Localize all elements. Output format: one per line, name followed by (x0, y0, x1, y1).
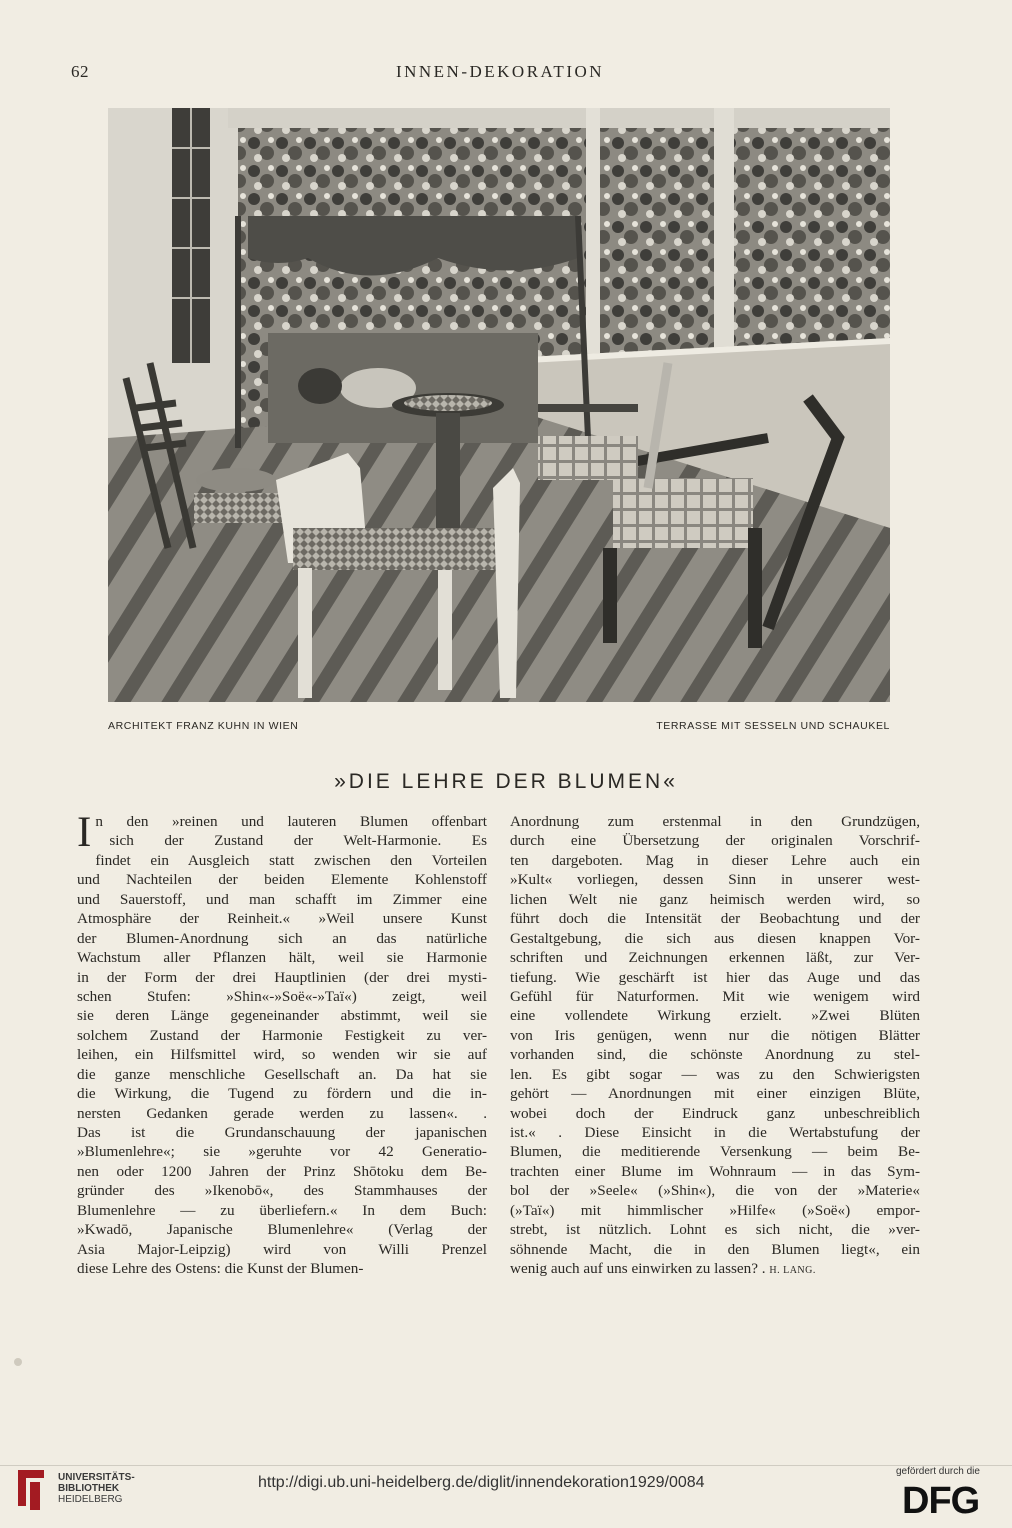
library-name-line: HEIDELBERG (58, 1494, 123, 1505)
text-line (510, 1201, 920, 1220)
text-line-content: eine vollendete Wirkung erzielt. »Zwei Blüten (510, 1007, 920, 1025)
text-line-content: vorhanden sind, die schönste Anordnung zu stel- (510, 1046, 920, 1064)
text-line-content: Wachstum aller Pflanzen hält, weil sie Harmonie (77, 949, 487, 967)
text-line-content: durch eine Übersetzung der originalen Vorschrif- (510, 832, 920, 850)
text-line (510, 1162, 920, 1181)
caption-subject: TERRASSE MIT SESSELN UND SCHAUKEL (656, 720, 890, 732)
text-line (510, 890, 920, 909)
text-line (77, 1201, 487, 1220)
text-line (510, 1142, 920, 1161)
text-line-content: führt doch die Intensität der Beobachtung und der (510, 910, 920, 928)
text-column-right (510, 812, 920, 1279)
text-line-content: Anordnung zum erstenmal in den Grundzügen, (510, 813, 920, 830)
page-number: 62 (71, 62, 89, 81)
text-line-content: gehört — Anordnungen mit einer einzigen Blüte, (510, 1085, 920, 1103)
text-line-content: findet ein Ausgleich statt zwischen den Vorteilen (95, 851, 487, 869)
text-line-content: trachten einer Blume im Wohnraum — in das Sym- (510, 1162, 920, 1180)
text-line-content: Blumenlehre — zu überliefern.« In dem Buch: (77, 1201, 487, 1219)
text-line-content: die ganze menschliche Gesellschaft an. Da hat sie (77, 1065, 487, 1083)
text-line-content: »Kult« vorliegen, dessen Sinn in unserer west- (510, 871, 920, 889)
footer-divider (0, 1465, 1012, 1466)
text-line-content: und Sauerstoff, und man schafft im Zimmer eine (77, 890, 487, 908)
text-line-content: schriften und Zeichnungen erkennen läßt, zur Ver- (510, 949, 920, 967)
text-line-content: die Wirkung, die Tugend zu fördern und die in- (77, 1085, 487, 1103)
text-line (77, 1045, 487, 1064)
text-line (510, 968, 920, 987)
text-line-content: Gestaltgebung, die sich aus diesen knappen Vor- (510, 929, 920, 947)
text-line (510, 987, 920, 1006)
text-line (77, 1142, 487, 1161)
text-line (510, 1123, 920, 1142)
text-line-content: Atmosphäre der Reinheit.« »Weil unsere Kunst (77, 910, 487, 928)
drop-cap: I (77, 809, 92, 856)
text-line (77, 948, 487, 967)
caption-architect: ARCHITEKT FRANZ KUHN IN WIEN (108, 720, 299, 732)
text-line (77, 1259, 487, 1278)
text-line-content: len. Es gibt sogar — was zu den Schwierigsten (510, 1065, 920, 1083)
text-line-content: gründer des »Ikenobō«, des Stammhauses der (77, 1182, 487, 1200)
text-line (510, 1104, 920, 1123)
text-line-content: »Kwadō, Japanische Blumenlehre« (Verlag der (77, 1221, 487, 1239)
text-line-content: nersten Gedanken gerade werden zu lassen«. . (77, 1104, 487, 1122)
text-line-content: solchem Zustand der Harmonie Festigkeit zu ver- (77, 1026, 487, 1044)
text-line-content: diese Lehre des Ostens: die Kunst der Blumen- (77, 1260, 364, 1278)
text-line (77, 968, 487, 987)
text-line-content: und Nachteilen der beiden Elemente Kohlenstoff (77, 871, 487, 889)
source-url-link[interactable]: http://digi.ub.uni-heidelberg.de/diglit/innendekoration1929/0084 (258, 1474, 705, 1491)
text-line (77, 1240, 487, 1259)
terrace-photograph (108, 108, 890, 702)
text-line-content: strebt, ist nützlich. Lohnt es sich nicht, die »ver- (510, 1221, 920, 1239)
text-line (510, 851, 920, 870)
text-line-content: nen oder 1200 Jahren der Prinz Shōtoku dem Be- (77, 1162, 487, 1180)
paper-speck (14, 1358, 22, 1366)
text-line (77, 1084, 487, 1103)
university-library-logo-icon (10, 1466, 52, 1514)
text-line-content: bol der »Seele« (»Shin«), die von der »Materie« (510, 1182, 920, 1200)
text-line-content: Gefühl für Naturformen. Mit wie wenigem wird (510, 987, 920, 1005)
text-column-left (77, 809, 487, 1279)
text-line-content: wenig auch auf uns einwirken zu lassen? . (510, 1260, 766, 1278)
text-line (77, 987, 487, 1006)
text-line (510, 870, 920, 889)
text-line (95, 812, 487, 831)
text-line (510, 948, 920, 967)
text-line-content: Blumen, die meditierende Versenkung — beim Be- (510, 1143, 920, 1161)
text-line (510, 1240, 920, 1259)
text-line (95, 831, 487, 850)
text-line (510, 1259, 920, 1278)
library-name-line: BIBLIOTHEK (58, 1483, 120, 1494)
text-line (77, 1026, 487, 1045)
text-line-content: ist.« . Diese Einsicht in die Wertabstufung der (510, 1124, 920, 1141)
text-line-content: lichen Welt nie ganz heimisch werden wird, so (510, 890, 920, 908)
funded-by-label: gefördert durch die (896, 1466, 980, 1477)
text-line-content: schen Stufen: »Shin«-»Soë«-»Taï«) zeigt, weil (77, 987, 487, 1005)
author-signature: H. LANG. (769, 1265, 816, 1277)
text-line-content: sich der Zustand der Welt-Harmonie. Es (109, 832, 487, 850)
text-line (510, 929, 920, 948)
text-line-content: ten dargeboten. Mag in dieser Lehre auch ein (510, 851, 920, 869)
text-line-content: der Blumen-Anordnung sich an das natürliche (77, 929, 487, 947)
text-line (77, 1123, 487, 1142)
text-line-content: n den »reinen und lauteren Blumen offenbart (95, 813, 487, 830)
text-line (510, 1084, 920, 1103)
article-title: »DIE LEHRE DER BLUMEN« (334, 770, 678, 793)
text-line (77, 929, 487, 948)
text-line (510, 1045, 920, 1064)
text-line (510, 1220, 920, 1239)
text-line (77, 909, 487, 928)
library-name (58, 1472, 135, 1505)
text-line-content: von Iris genügen, wenn nur die nötigen Blätter (510, 1026, 920, 1044)
text-line-content: wobei doch der Eindruck ganz unbeschreiblich (510, 1104, 920, 1122)
text-line-content: (»Taï«) mit himmlischer »Hilfe« (»Soë«) empor- (510, 1201, 920, 1219)
text-line (77, 1065, 487, 1084)
text-line (510, 1006, 920, 1025)
text-line (77, 870, 487, 889)
text-line (510, 1065, 920, 1084)
text-line-content: Das ist die Grundanschauung der japanischen (77, 1124, 487, 1141)
text-line (510, 1026, 920, 1045)
text-line (510, 909, 920, 928)
text-line (77, 890, 487, 909)
text-line (510, 1181, 920, 1200)
text-line-content: sie deren Länge gegeneinander abstimmt, weil sie (77, 1007, 487, 1025)
text-line (77, 1181, 487, 1200)
text-line (510, 812, 920, 831)
library-name-line: UNIVERSITÄTS- (58, 1472, 135, 1483)
text-line-content: leihen, ein Hilfsmittel wird, so wenden wir sie auf (77, 1046, 487, 1064)
text-line (77, 1104, 487, 1123)
dfg-logo: DFG (902, 1480, 980, 1522)
text-line (510, 831, 920, 850)
text-line (77, 1162, 487, 1181)
text-line (77, 1006, 487, 1025)
text-line-content: »Blumenlehre«; sie »geruhte vor 42 Generatio- (77, 1143, 487, 1161)
text-line-content: söhnende Macht, die in den Blumen liegt«, ein (510, 1240, 920, 1258)
text-line-content: tiefung. Wie geschärft ist hier das Auge und das (510, 968, 920, 986)
text-line-content: in der Form der drei Hauptlinien (der drei mysti- (77, 968, 487, 986)
text-line (77, 1220, 487, 1239)
text-line-content: Asia Major-Leipzig) wird von Willi Prenzel (77, 1240, 487, 1258)
running-head: INNEN-DEKORATION (395, 62, 605, 81)
text-line (95, 851, 487, 870)
